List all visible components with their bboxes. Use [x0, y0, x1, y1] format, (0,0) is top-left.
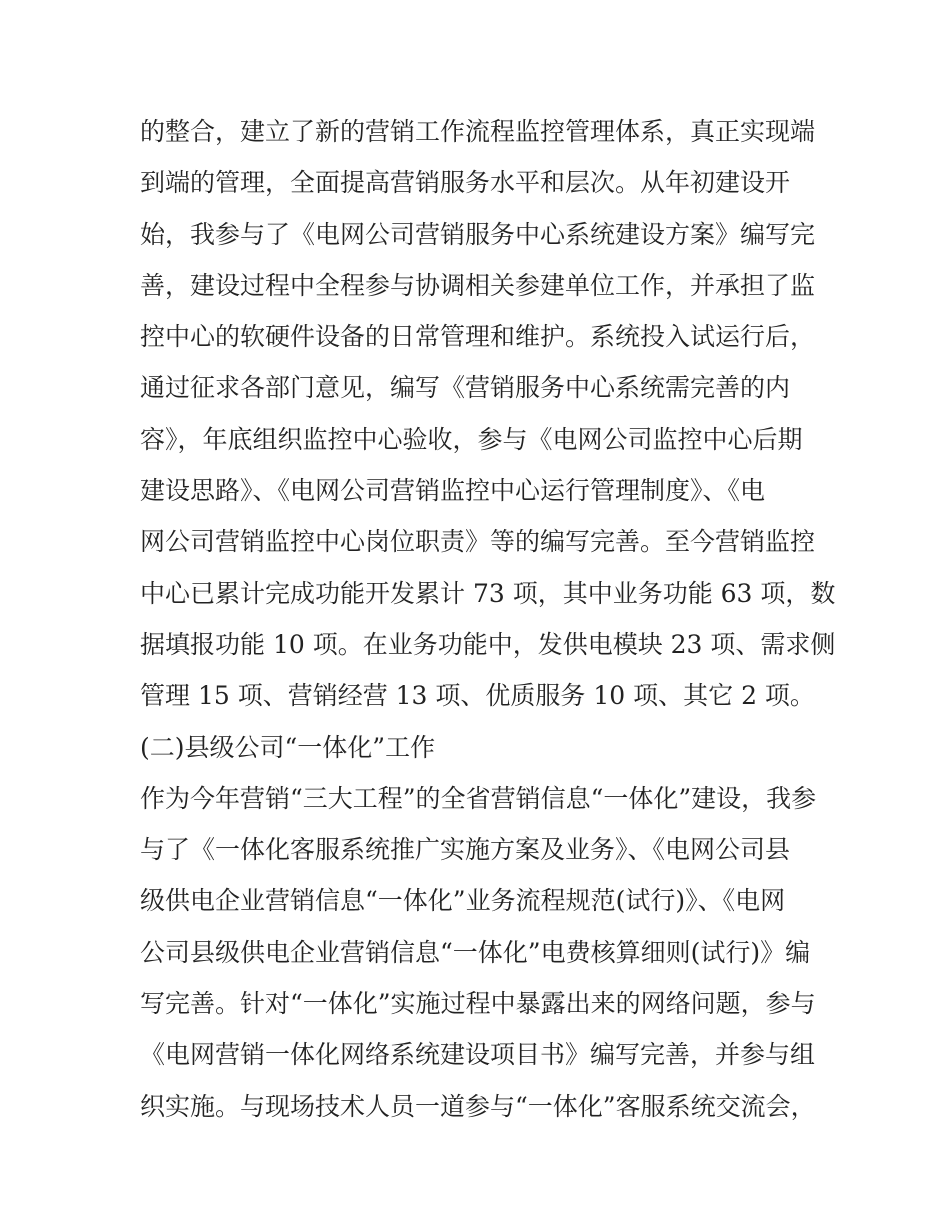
- section-heading: (二)县级公司“一体化”工作: [140, 732, 436, 762]
- text-line-12: 管理 15 项、营销经营 13 项、优质服务 10 项、其它 2 项。: [140, 681, 815, 711]
- text-line-17: 公司县级供电企业营销信息“一体化”电费核算细则(试行)》编: [140, 937, 811, 967]
- text-line-2: 到端的管理，全面提高营销服务水平和层次。从年初建设开: [140, 168, 791, 198]
- text-line-19: 《电网营销一体化网络系统建设项目书》编写完善，并参与组: [140, 1040, 816, 1070]
- text-line-6: 通过征求各部门意见，编写《营销服务中心系统需完善的内: [140, 373, 791, 403]
- text-line-18: 写完善。针对“一体化”实施过程中暴露出来的网络问题，参与: [140, 989, 816, 1019]
- text-line-4: 善，建设过程中全程参与协调相关参建单位工作，并承担了监: [140, 270, 816, 300]
- text-line-20: 织实施。与现场技术人员一道参与“一体化”客服系统交流会，: [140, 1091, 816, 1121]
- text-line-11: 据填报功能 10 项。在业务功能中，发供电模块 23 项、需求侧: [140, 629, 836, 659]
- text-line-15: 与了《一体化客服系统推广实施方案及业务》、《电网公司县: [140, 835, 791, 865]
- body-text: [140, 106, 836, 1132]
- text-line-1: 的整合，建立了新的营销工作流程监控管理体系，真正实现端: [140, 117, 816, 146]
- text-line-16: 级供电企业营销信息“一体化”业务流程规范(试行)》、《电网: [140, 886, 786, 916]
- text-line-3: 始，我参与了《电网公司营销服务中心系统建设方案》编写完: [140, 219, 816, 249]
- text-line-9: 网公司营销监控中心岗位职责》等的编写完善。至今营销监控: [140, 527, 816, 557]
- text-line-14: 作为今年营销“三大工程”的全省营销信息“一体化”建设，我参: [140, 783, 817, 813]
- text-line-10: 中心已累计完成功能开发累计 73 项，其中业务功能 63 项，数: [140, 578, 836, 608]
- text-line-5: 控中心的软硬件设备的日常管理和维护。系统投入试运行后，: [140, 322, 816, 352]
- text-line-8: 建设思路》、《电网公司营销监控中心运行管理制度》、《电: [140, 476, 766, 506]
- text-line-7: 容》，年底组织监控中心验收，参与《电网公司监控中心后期: [140, 424, 803, 454]
